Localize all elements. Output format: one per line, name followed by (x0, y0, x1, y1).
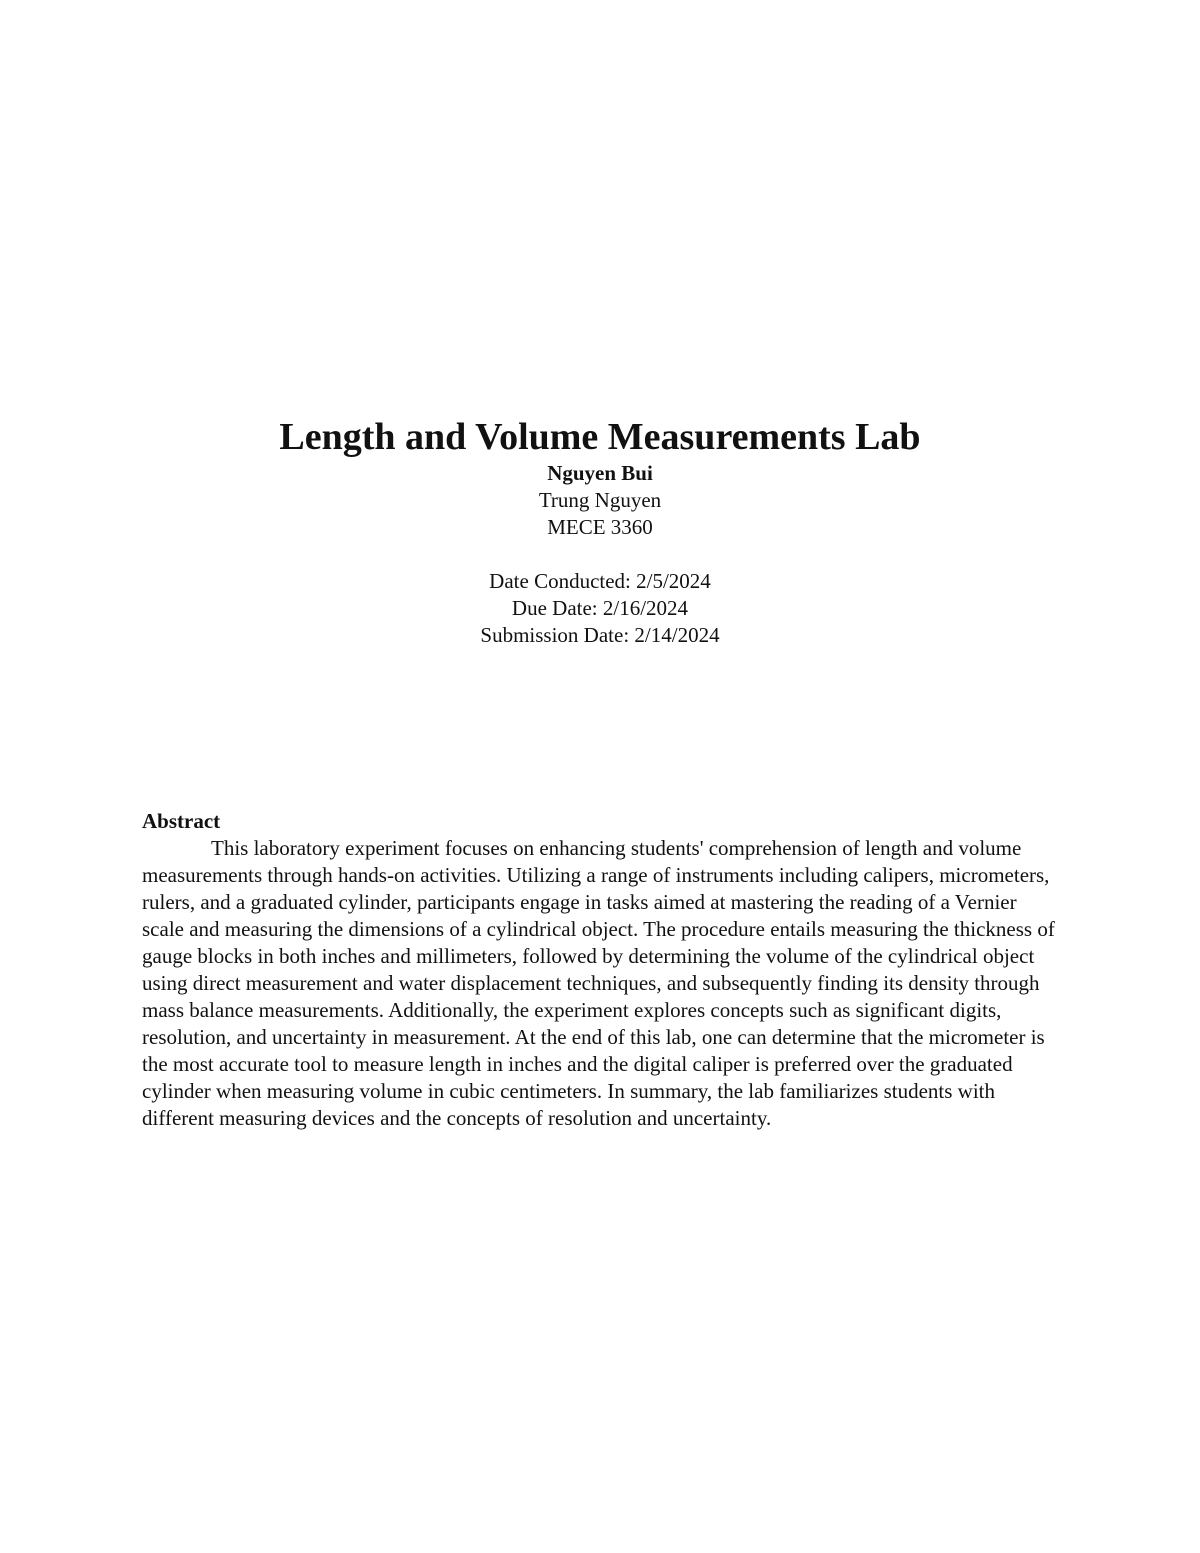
spacer (0, 541, 1200, 568)
date-conducted: Date Conducted: 2/5/2024 (489, 569, 711, 593)
abstract-section (142, 808, 1062, 1132)
abstract-heading: Abstract (142, 809, 221, 833)
title-block (0, 414, 1200, 649)
course-code: MECE 3360 (547, 515, 653, 539)
submission-date: Submission Date: 2/14/2024 (480, 623, 720, 647)
due-date: Due Date: 2/16/2024 (511, 596, 689, 620)
author-primary: Nguyen Bui (547, 461, 653, 485)
author-secondary: Trung Nguyen (538, 488, 662, 512)
document-title: Length and Volume Measurements Lab (279, 416, 921, 458)
abstract-body: This laboratory experiment focuses on enhancing students' comprehension of length and volume measurements through hands-on activities. Utilizing a range of instruments including calipers, micrometers, rulers, and a graduated cylinder, participants engage in tasks aimed at mastering the reading of a Vernier scale and measuring the dimensions of a cylindrical object. The procedure entails measuring the thickness of gauge blocks in both inches and millimeters, followed by determining the volume of the cylindrical object using direct measurement and water displacement techniques, and subsequently finding its density through mass balance measurements. Additionally, the experiment explores concepts such as significant digits, resolution, and uncertainty in measurement. At the end of this lab, one can determine that the micrometer is the most accurate tool to measure length in inches and the digital caliper is preferred over the graduated cylinder when measuring volume in cubic centimeters. In summary, the lab familiarizes students with different measuring devices and the concepts of resolution and uncertainty. (142, 836, 1055, 1130)
